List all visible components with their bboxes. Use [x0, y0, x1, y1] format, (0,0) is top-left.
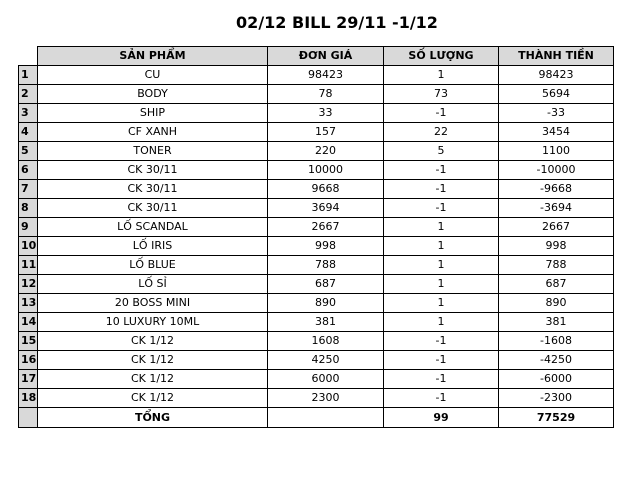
product-cell: 10 LUXURY 10ML	[38, 313, 268, 332]
quantity-cell: 22	[384, 123, 499, 142]
unit-price-cell: 890	[268, 294, 384, 313]
header-unit-price: ĐƠN GIÁ	[268, 47, 384, 66]
product-cell: CF XANH	[38, 123, 268, 142]
total-label: TỔNG	[38, 408, 268, 428]
quantity-cell: -1	[384, 389, 499, 408]
unit-price-cell: 2667	[268, 218, 384, 237]
amount-cell: 687	[499, 275, 614, 294]
table-row	[19, 370, 614, 389]
product-cell: CK 30/11	[38, 180, 268, 199]
unit-price-cell: 381	[268, 313, 384, 332]
table-row	[19, 104, 614, 123]
quantity-cell: 1	[384, 294, 499, 313]
table-row	[19, 237, 614, 256]
total-unit-price	[268, 408, 384, 428]
amount-cell: -9668	[499, 180, 614, 199]
unit-price-cell: 687	[268, 275, 384, 294]
quantity-cell: -1	[384, 104, 499, 123]
table-row	[19, 85, 614, 104]
row-index: 14	[19, 313, 38, 332]
unit-price-cell: 9668	[268, 180, 384, 199]
total-quantity: 99	[384, 408, 499, 428]
total-row-index	[19, 408, 38, 428]
unit-price-cell: 10000	[268, 161, 384, 180]
row-index: 1	[19, 66, 38, 85]
row-index: 12	[19, 275, 38, 294]
quantity-cell: 73	[384, 85, 499, 104]
header-row	[19, 47, 614, 66]
row-index: 17	[19, 370, 38, 389]
row-index: 10	[19, 237, 38, 256]
product-cell: 20 BOSS MINI	[38, 294, 268, 313]
table-row	[19, 199, 614, 218]
table-row	[19, 313, 614, 332]
unit-price-cell: 3694	[268, 199, 384, 218]
amount-cell: 890	[499, 294, 614, 313]
amount-cell: -33	[499, 104, 614, 123]
corner-cell	[19, 47, 38, 66]
quantity-cell: 1	[384, 275, 499, 294]
table-row	[19, 275, 614, 294]
amount-cell: -1608	[499, 332, 614, 351]
amount-cell: 5694	[499, 85, 614, 104]
quantity-cell: -1	[384, 370, 499, 389]
amount-cell: -6000	[499, 370, 614, 389]
table-row	[19, 142, 614, 161]
quantity-cell: 1	[384, 237, 499, 256]
row-index: 18	[19, 389, 38, 408]
quantity-cell: -1	[384, 199, 499, 218]
header-product: SẢN PHẨM	[38, 47, 268, 66]
row-index: 9	[19, 218, 38, 237]
amount-cell: 381	[499, 313, 614, 332]
header-quantity: SỐ LƯỢNG	[384, 47, 499, 66]
product-cell: SHIP	[38, 104, 268, 123]
quantity-cell: -1	[384, 351, 499, 370]
unit-price-cell: 2300	[268, 389, 384, 408]
product-cell: CK 1/12	[38, 389, 268, 408]
amount-cell: 788	[499, 256, 614, 275]
amount-cell: -10000	[499, 161, 614, 180]
quantity-cell: -1	[384, 180, 499, 199]
amount-cell: -2300	[499, 389, 614, 408]
amount-cell: 98423	[499, 66, 614, 85]
amount-cell: 2667	[499, 218, 614, 237]
unit-price-cell: 4250	[268, 351, 384, 370]
row-index: 3	[19, 104, 38, 123]
row-index: 16	[19, 351, 38, 370]
quantity-cell: 1	[384, 313, 499, 332]
total-row	[19, 408, 614, 428]
product-cell: LỐ IRIS	[38, 237, 268, 256]
row-index: 5	[19, 142, 38, 161]
product-cell: BODY	[38, 85, 268, 104]
unit-price-cell: 98423	[268, 66, 384, 85]
product-cell: CK 1/12	[38, 351, 268, 370]
unit-price-cell: 1608	[268, 332, 384, 351]
quantity-cell: -1	[384, 332, 499, 351]
row-index: 2	[19, 85, 38, 104]
table-row	[19, 294, 614, 313]
product-cell: CK 1/12	[38, 332, 268, 351]
bill-table	[18, 46, 614, 428]
product-cell: CU	[38, 66, 268, 85]
product-cell: CK 30/11	[38, 199, 268, 218]
quantity-cell: 1	[384, 256, 499, 275]
table-row	[19, 123, 614, 142]
amount-cell: -3694	[499, 199, 614, 218]
row-index: 8	[19, 199, 38, 218]
quantity-cell: 1	[384, 218, 499, 237]
table-row	[19, 180, 614, 199]
quantity-cell: 1	[384, 66, 499, 85]
unit-price-cell: 788	[268, 256, 384, 275]
row-index: 15	[19, 332, 38, 351]
bill-table-body	[19, 47, 614, 428]
table-row	[19, 66, 614, 85]
amount-cell: 3454	[499, 123, 614, 142]
amount-cell: -4250	[499, 351, 614, 370]
unit-price-cell: 33	[268, 104, 384, 123]
quantity-cell: 5	[384, 142, 499, 161]
product-cell: LỐ SCANDAL	[38, 218, 268, 237]
row-index: 13	[19, 294, 38, 313]
total-amount: 77529	[499, 408, 614, 428]
unit-price-cell: 6000	[268, 370, 384, 389]
table-row	[19, 161, 614, 180]
product-cell: LỐ SỈ	[38, 275, 268, 294]
table-row	[19, 389, 614, 408]
product-cell: TONER	[38, 142, 268, 161]
unit-price-cell: 998	[268, 237, 384, 256]
unit-price-cell: 78	[268, 85, 384, 104]
table-row	[19, 256, 614, 275]
row-index: 7	[19, 180, 38, 199]
header-amount: THÀNH TIỀN	[499, 47, 614, 66]
unit-price-cell: 157	[268, 123, 384, 142]
page-title: 02/12 BILL 29/11 -1/12	[236, 13, 438, 32]
unit-price-cell: 220	[268, 142, 384, 161]
amount-cell: 1100	[499, 142, 614, 161]
amount-cell: 998	[499, 237, 614, 256]
product-cell: CK 1/12	[38, 370, 268, 389]
product-cell: CK 30/11	[38, 161, 268, 180]
row-index: 6	[19, 161, 38, 180]
row-index: 4	[19, 123, 38, 142]
product-cell: LỐ BLUE	[38, 256, 268, 275]
quantity-cell: -1	[384, 161, 499, 180]
row-index: 11	[19, 256, 38, 275]
table-row	[19, 218, 614, 237]
table-row	[19, 332, 614, 351]
table-row	[19, 351, 614, 370]
